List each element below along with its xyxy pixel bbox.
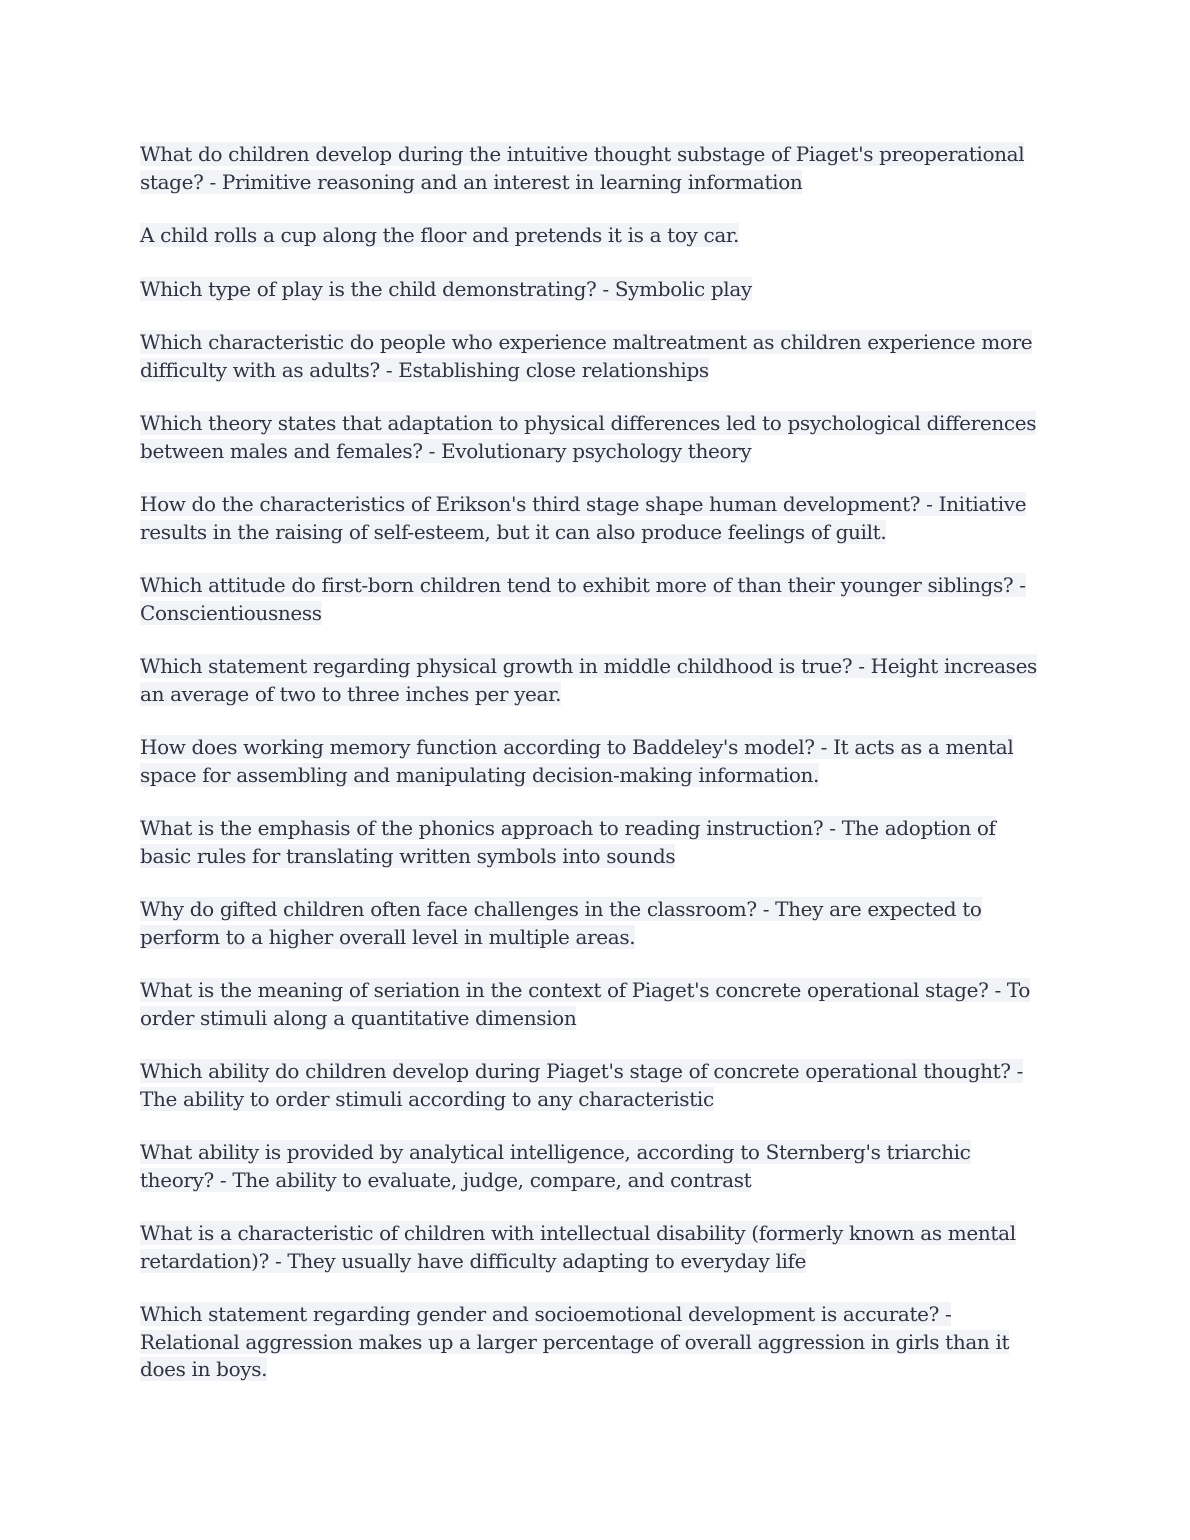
paragraph-13-text: Which ability do children develop during Piaget's stage of concrete operational thought? - The ability to order stimuli according to any characteristic bbox=[140, 1059, 1024, 1111]
paragraph-2-text: A child rolls a cup along the floor and pretends it is a toy car. bbox=[140, 223, 739, 247]
paragraph-6-text: How do the characteristics of Erikson's third stage shape human development? - Initiative results in the raising of self-esteem, but it can also produce feelings of guilt. bbox=[140, 492, 1027, 544]
paragraph-12-text: What is the meaning of seriation in the context of Piaget's concrete operational stage? - To order stimuli along a quantitative dimension bbox=[140, 978, 1031, 1030]
paragraph-11 bbox=[140, 896, 1050, 951]
paragraph-14 bbox=[140, 1139, 1050, 1194]
paragraph-4 bbox=[140, 329, 1050, 384]
paragraph-10-text: What is the emphasis of the phonics approach to reading instruction? - The adoption of basic rules for translating written symbols into sounds bbox=[140, 816, 996, 868]
paragraph-5-text: Which theory states that adaptation to physical differences led to psychological differences between males and females? - Evolutionary psychology theory bbox=[140, 411, 1037, 463]
paragraph-16-text: Which statement regarding gender and socioemotional development is accurate? - Relational aggression makes up a larger percentage of overall aggression in girls than it does in boys. bbox=[140, 1302, 1010, 1381]
paragraph-7-text: Which attitude do first-born children tend to exhibit more of than their younger siblings? - Conscientiousness bbox=[140, 573, 1026, 625]
document-body bbox=[140, 141, 1050, 1410]
paragraph-12 bbox=[140, 977, 1050, 1032]
paragraph-11-text: Why do gifted children often face challenges in the classroom? - They are expected to perform to a higher overall level in multiple areas. bbox=[140, 897, 982, 949]
paragraph-9-text: How does working memory function according to Baddeley's model? - It acts as a mental space for assembling and manipulating decision-making information. bbox=[140, 735, 1014, 787]
paragraph-3 bbox=[140, 276, 1050, 304]
paragraph-6 bbox=[140, 491, 1050, 546]
paragraph-7 bbox=[140, 572, 1050, 627]
paragraph-1 bbox=[140, 141, 1050, 196]
paragraph-15 bbox=[140, 1220, 1050, 1275]
paragraph-15-text: What is a characteristic of children with intellectual disability (formerly known as mental retardation)? - They usually have difficulty adapting to everyday life bbox=[140, 1221, 1016, 1273]
paragraph-8-text: Which statement regarding physical growth in middle childhood is true? - Height increases an average of two to three inches per year. bbox=[140, 654, 1037, 706]
paragraph-13 bbox=[140, 1058, 1050, 1113]
paragraph-8 bbox=[140, 653, 1050, 708]
paragraph-14-text: What ability is provided by analytical intelligence, according to Sternberg's triarchic theory? - The ability to evaluate, judge, compare, and contrast bbox=[140, 1140, 971, 1192]
paragraph-4-text: Which characteristic do people who experience maltreatment as children experience more difficulty with as adults? - Establishing close relationships bbox=[140, 330, 1033, 382]
paragraph-1-text: What do children develop during the intuitive thought substage of Piaget's preoperational stage? - Primitive reasoning and an interest in learning information bbox=[140, 142, 1025, 194]
paragraph-10 bbox=[140, 815, 1050, 870]
paragraph-5 bbox=[140, 410, 1050, 465]
paragraph-2 bbox=[140, 222, 1050, 250]
paragraph-9 bbox=[140, 734, 1050, 789]
paragraph-16 bbox=[140, 1301, 1050, 1384]
paragraph-3-text: Which type of play is the child demonstrating? - Symbolic play bbox=[140, 276, 752, 301]
